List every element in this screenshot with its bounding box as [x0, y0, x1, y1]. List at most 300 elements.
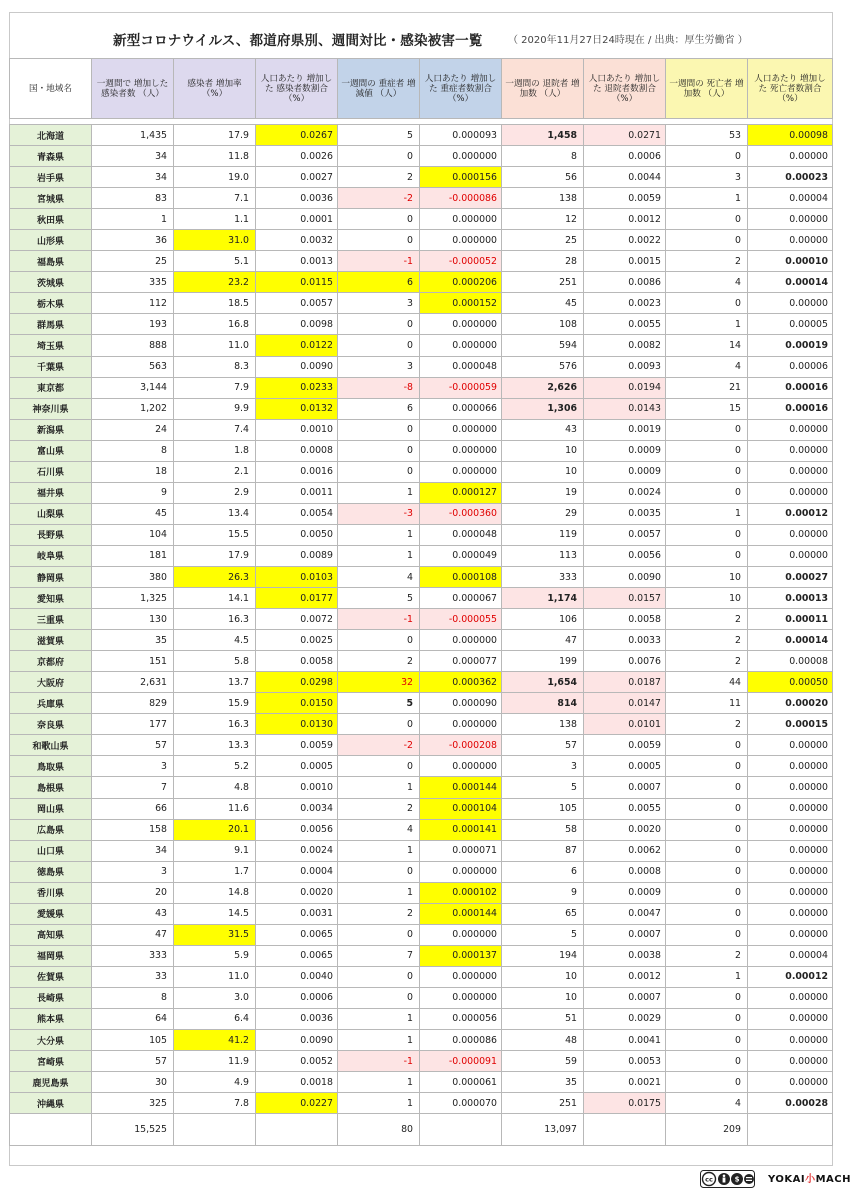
region-cell: 和歌山県: [10, 735, 92, 756]
severe-cell: 0: [338, 924, 420, 945]
discharged-ratio-cell: 0.0047: [584, 903, 666, 924]
discharged-ratio-cell: 0.0157: [584, 588, 666, 609]
severe-ratio-cell: 0.000000: [420, 461, 502, 482]
deaths-ratio-cell: 0.00006: [748, 356, 833, 377]
severe-ratio-cell: 0.000077: [420, 651, 502, 672]
data-table: [9, 58, 833, 1146]
cases-cell: 130: [92, 609, 174, 630]
cases-cell: 1,435: [92, 125, 174, 146]
discharged-ratio-cell: 0.0009: [584, 882, 666, 903]
col-severe-ratio: 人口あたり 増加した 重症者数割合 （%）: [420, 59, 502, 119]
discharged-cell: 113: [502, 545, 584, 566]
discharged-cell: 108: [502, 314, 584, 335]
rate-cell: 13.7: [174, 672, 256, 693]
discharged-cell: 59: [502, 1051, 584, 1072]
rate-cell: 2.9: [174, 482, 256, 503]
region-cell: 神奈川県: [10, 398, 92, 419]
cases-cell: 151: [92, 651, 174, 672]
discharged-ratio-cell: 0.0024: [584, 482, 666, 503]
cases-cell: 83: [92, 188, 174, 209]
severe-ratio-cell: 0.000108: [420, 566, 502, 587]
severe-cell: 32: [338, 672, 420, 693]
table-row: [10, 125, 833, 146]
table-row: [10, 693, 833, 714]
discharged-cell: 25: [502, 230, 584, 251]
severe-ratio-cell: 0.000206: [420, 272, 502, 293]
severe-cell: 0: [338, 146, 420, 167]
cases-ratio-cell: 0.0132: [256, 398, 338, 419]
severe-ratio-cell: 0.000102: [420, 882, 502, 903]
deaths-cell: 0: [666, 1030, 748, 1051]
discharged-ratio-cell: 0.0057: [584, 524, 666, 545]
severe-ratio-cell: 0.000048: [420, 524, 502, 545]
table-row: [10, 335, 833, 356]
rate-cell: 14.1: [174, 588, 256, 609]
severe-cell: 1: [338, 882, 420, 903]
region-cell: 石川県: [10, 461, 92, 482]
deaths-ratio-cell: 0.00000: [748, 419, 833, 440]
region-cell: 山梨県: [10, 503, 92, 524]
table-row: [10, 987, 833, 1008]
cases-ratio-cell: 0.0052: [256, 1051, 338, 1072]
cases-cell: 888: [92, 335, 174, 356]
discharged-ratio-cell: 0.0020: [584, 819, 666, 840]
cases-cell: 158: [92, 819, 174, 840]
cases-ratio-cell: 0.0010: [256, 419, 338, 440]
deaths-ratio-cell: 0.00004: [748, 945, 833, 966]
severe-ratio-cell: 0.000000: [420, 714, 502, 735]
severe-ratio-cell: -0.000052: [420, 251, 502, 272]
deaths-cell: 2: [666, 251, 748, 272]
region-cell: 岡山県: [10, 798, 92, 819]
discharged-cell: 1,306: [502, 398, 584, 419]
table-row: [10, 293, 833, 314]
region-cell: 滋賀県: [10, 630, 92, 651]
deaths-cell: 53: [666, 125, 748, 146]
total-severe: 80: [338, 1114, 420, 1146]
discharged-cell: 105: [502, 798, 584, 819]
table-row: [10, 356, 833, 377]
severe-cell: -2: [338, 188, 420, 209]
discharged-cell: 199: [502, 651, 584, 672]
severe-ratio-cell: 0.000144: [420, 903, 502, 924]
table-row: [10, 209, 833, 230]
discharged-cell: 1,654: [502, 672, 584, 693]
severe-cell: -8: [338, 377, 420, 398]
source-note: （ 2020年11月27日24時現在 / 出典：厚生労働省 ）: [508, 35, 748, 46]
table-row: [10, 777, 833, 798]
cases-ratio-cell: 0.0267: [256, 125, 338, 146]
discharged-cell: 333: [502, 566, 584, 587]
discharged-ratio-cell: 0.0271: [584, 125, 666, 146]
severe-cell: 5: [338, 125, 420, 146]
deaths-ratio-cell: 0.00015: [748, 714, 833, 735]
region-cell: 大分県: [10, 1030, 92, 1051]
cases-cell: 57: [92, 1051, 174, 1072]
rate-cell: 7.1: [174, 188, 256, 209]
deaths-ratio-cell: 0.00010: [748, 251, 833, 272]
severe-ratio-cell: 0.000000: [420, 314, 502, 335]
cases-ratio-cell: 0.0058: [256, 651, 338, 672]
cases-cell: 3: [92, 756, 174, 777]
severe-cell: 0: [338, 209, 420, 230]
deaths-ratio-cell: 0.00000: [748, 861, 833, 882]
cases-cell: 1,202: [92, 398, 174, 419]
table-row: [10, 735, 833, 756]
severe-cell: 6: [338, 398, 420, 419]
deaths-cell: 1: [666, 503, 748, 524]
totals-row: [10, 1114, 833, 1146]
cases-ratio-cell: 0.0031: [256, 903, 338, 924]
deaths-ratio-cell: 0.00008: [748, 651, 833, 672]
table-row: [10, 1008, 833, 1029]
severe-ratio-cell: 0.000070: [420, 1093, 502, 1114]
cases-ratio-cell: 0.0034: [256, 798, 338, 819]
region-cell: 愛媛県: [10, 903, 92, 924]
cases-ratio-cell: 0.0020: [256, 882, 338, 903]
deaths-ratio-cell: 0.00000: [748, 840, 833, 861]
discharged-ratio-cell: 0.0007: [584, 924, 666, 945]
deaths-ratio-cell: 0.00000: [748, 1051, 833, 1072]
severe-ratio-cell: 0.000071: [420, 840, 502, 861]
deaths-ratio-cell: 0.00019: [748, 335, 833, 356]
severe-cell: 3: [338, 356, 420, 377]
cases-ratio-cell: 0.0150: [256, 693, 338, 714]
deaths-cell: 0: [666, 419, 748, 440]
deaths-cell: 14: [666, 335, 748, 356]
discharged-cell: 65: [502, 903, 584, 924]
region-cell: 岩手県: [10, 167, 92, 188]
cases-ratio-cell: 0.0098: [256, 314, 338, 335]
severe-cell: 0: [338, 461, 420, 482]
discharged-cell: 10: [502, 987, 584, 1008]
rate-cell: 8.3: [174, 356, 256, 377]
col-rate: 感染者 増加率 （%）: [174, 59, 256, 119]
deaths-ratio-cell: 0.00004: [748, 188, 833, 209]
discharged-cell: 10: [502, 440, 584, 461]
deaths-cell: 0: [666, 146, 748, 167]
deaths-cell: 0: [666, 987, 748, 1008]
severe-cell: 4: [338, 566, 420, 587]
deaths-ratio-cell: 0.00000: [748, 293, 833, 314]
discharged-ratio-cell: 0.0023: [584, 293, 666, 314]
severe-ratio-cell: 0.000000: [420, 756, 502, 777]
table-body: [10, 119, 833, 1114]
discharged-ratio-cell: 0.0038: [584, 945, 666, 966]
table-row: [10, 419, 833, 440]
table-row: [10, 251, 833, 272]
table-row: [10, 819, 833, 840]
deaths-cell: 0: [666, 524, 748, 545]
cases-cell: 177: [92, 714, 174, 735]
severe-ratio-cell: 0.000000: [420, 966, 502, 987]
discharged-ratio-cell: 0.0015: [584, 251, 666, 272]
discharged-cell: 35: [502, 1072, 584, 1093]
severe-ratio-cell: 0.000086: [420, 1030, 502, 1051]
cases-cell: 33: [92, 966, 174, 987]
rate-cell: 9.9: [174, 398, 256, 419]
table-row: [10, 1030, 833, 1051]
discharged-cell: 814: [502, 693, 584, 714]
region-cell: 宮崎県: [10, 1051, 92, 1072]
deaths-ratio-cell: 0.00011: [748, 609, 833, 630]
deaths-cell: 0: [666, 903, 748, 924]
severe-cell: 0: [338, 419, 420, 440]
severe-cell: 2: [338, 167, 420, 188]
cases-cell: 64: [92, 1008, 174, 1029]
cases-cell: 325: [92, 1093, 174, 1114]
deaths-ratio-cell: 0.00012: [748, 503, 833, 524]
rate-cell: 20.1: [174, 819, 256, 840]
table-row: [10, 1072, 833, 1093]
rate-cell: 5.9: [174, 945, 256, 966]
discharged-cell: 5: [502, 924, 584, 945]
rate-cell: 13.3: [174, 735, 256, 756]
deaths-ratio-cell: 0.00000: [748, 461, 833, 482]
table-row: [10, 882, 833, 903]
deaths-cell: 0: [666, 545, 748, 566]
cases-cell: 380: [92, 566, 174, 587]
cases-cell: 8: [92, 440, 174, 461]
severe-ratio-cell: 0.000127: [420, 482, 502, 503]
severe-cell: 7: [338, 945, 420, 966]
severe-cell: 3: [338, 293, 420, 314]
total-cases: 15,525: [92, 1114, 174, 1146]
rate-cell: 16.3: [174, 609, 256, 630]
deaths-cell: 2: [666, 609, 748, 630]
cases-ratio-cell: 0.0054: [256, 503, 338, 524]
severe-ratio-cell: -0.000091: [420, 1051, 502, 1072]
region-cell: 奈良県: [10, 714, 92, 735]
discharged-ratio-cell: 0.0086: [584, 272, 666, 293]
deaths-ratio-cell: 0.00000: [748, 545, 833, 566]
cases-ratio-cell: 0.0090: [256, 356, 338, 377]
deaths-cell: 0: [666, 209, 748, 230]
severe-cell: -2: [338, 735, 420, 756]
cases-ratio-cell: 0.0024: [256, 840, 338, 861]
discharged-ratio-cell: 0.0187: [584, 672, 666, 693]
discharged-ratio-cell: 0.0059: [584, 188, 666, 209]
rate-cell: 16.3: [174, 714, 256, 735]
discharged-ratio-cell: 0.0143: [584, 398, 666, 419]
cases-ratio-cell: 0.0016: [256, 461, 338, 482]
discharged-cell: 45: [502, 293, 584, 314]
cases-ratio-cell: 0.0040: [256, 966, 338, 987]
deaths-ratio-cell: 0.00000: [748, 1030, 833, 1051]
discharged-ratio-cell: 0.0175: [584, 1093, 666, 1114]
severe-ratio-cell: 0.000048: [420, 356, 502, 377]
severe-cell: -1: [338, 609, 420, 630]
table-row: [10, 482, 833, 503]
region-cell: 新潟県: [10, 419, 92, 440]
header: [0, 0, 843, 58]
severe-cell: -1: [338, 251, 420, 272]
deaths-cell: 2: [666, 651, 748, 672]
discharged-ratio-cell: 0.0006: [584, 146, 666, 167]
deaths-cell: 4: [666, 272, 748, 293]
discharged-cell: 12: [502, 209, 584, 230]
discharged-cell: 43: [502, 419, 584, 440]
severe-ratio-cell: 0.000000: [420, 209, 502, 230]
deaths-ratio-cell: 0.00000: [748, 1072, 833, 1093]
rate-cell: 14.8: [174, 882, 256, 903]
deaths-cell: 0: [666, 756, 748, 777]
table-row: [10, 630, 833, 651]
discharged-ratio-cell: 0.0021: [584, 1072, 666, 1093]
discharged-cell: 56: [502, 167, 584, 188]
cases-ratio-cell: 0.0065: [256, 945, 338, 966]
deaths-ratio-cell: 0.00000: [748, 440, 833, 461]
discharged-ratio-cell: 0.0008: [584, 861, 666, 882]
region-cell: 京都府: [10, 651, 92, 672]
severe-ratio-cell: -0.000086: [420, 188, 502, 209]
rate-cell: 14.5: [174, 903, 256, 924]
cases-cell: 20: [92, 882, 174, 903]
severe-cell: 0: [338, 861, 420, 882]
severe-ratio-cell: 0.000000: [420, 335, 502, 356]
deaths-cell: 4: [666, 1093, 748, 1114]
cases-cell: 30: [92, 1072, 174, 1093]
cases-cell: 36: [92, 230, 174, 251]
region-cell: 佐賀県: [10, 966, 92, 987]
deaths-cell: 0: [666, 735, 748, 756]
cases-ratio-cell: 0.0298: [256, 672, 338, 693]
cases-ratio-cell: 0.0026: [256, 146, 338, 167]
discharged-cell: 1,174: [502, 588, 584, 609]
table-row: [10, 672, 833, 693]
table-row: [10, 524, 833, 545]
region-cell: 岐阜県: [10, 545, 92, 566]
deaths-ratio-cell: 0.00016: [748, 398, 833, 419]
table-row: [10, 230, 833, 251]
region-cell: 兵庫県: [10, 693, 92, 714]
deaths-cell: 0: [666, 924, 748, 945]
discharged-ratio-cell: 0.0012: [584, 966, 666, 987]
rate-cell: 16.8: [174, 314, 256, 335]
rate-cell: 18.5: [174, 293, 256, 314]
discharged-cell: 10: [502, 461, 584, 482]
cases-ratio-cell: 0.0036: [256, 188, 338, 209]
deaths-ratio-cell: 0.00000: [748, 524, 833, 545]
cases-ratio-cell: 0.0103: [256, 566, 338, 587]
table-row: [10, 167, 833, 188]
discharged-ratio-cell: 0.0056: [584, 545, 666, 566]
cases-cell: 25: [92, 251, 174, 272]
cases-cell: 335: [92, 272, 174, 293]
severe-cell: 1: [338, 1008, 420, 1029]
table-row: [10, 314, 833, 335]
severe-ratio-cell: 0.000152: [420, 293, 502, 314]
region-cell: 福島県: [10, 251, 92, 272]
svg-text:$: $: [734, 1175, 740, 1184]
severe-ratio-cell: 0.000000: [420, 440, 502, 461]
rate-cell: 11.0: [174, 335, 256, 356]
rate-cell: 13.4: [174, 503, 256, 524]
severe-cell: 1: [338, 840, 420, 861]
rate-cell: 11.8: [174, 146, 256, 167]
table-row: [10, 714, 833, 735]
discharged-cell: 48: [502, 1030, 584, 1051]
table-row: [10, 966, 833, 987]
deaths-cell: 0: [666, 882, 748, 903]
discharged-cell: 57: [502, 735, 584, 756]
table-row: [10, 840, 833, 861]
deaths-cell: 0: [666, 798, 748, 819]
discharged-ratio-cell: 0.0009: [584, 461, 666, 482]
deaths-ratio-cell: 0.00012: [748, 966, 833, 987]
deaths-ratio-cell: 0.00028: [748, 1093, 833, 1114]
rate-cell: 26.3: [174, 566, 256, 587]
cases-ratio-cell: 0.0233: [256, 377, 338, 398]
discharged-ratio-cell: 0.0093: [584, 356, 666, 377]
region-cell: 茨城県: [10, 272, 92, 293]
cases-ratio-cell: 0.0090: [256, 1030, 338, 1051]
cases-cell: 104: [92, 524, 174, 545]
rate-cell: 1.1: [174, 209, 256, 230]
deaths-ratio-cell: 0.00014: [748, 272, 833, 293]
region-cell: 青森県: [10, 146, 92, 167]
table-row: [10, 756, 833, 777]
deaths-ratio-cell: 0.00000: [748, 230, 833, 251]
deaths-ratio-cell: 0.00000: [748, 482, 833, 503]
rate-cell: 19.0: [174, 167, 256, 188]
deaths-cell: 0: [666, 293, 748, 314]
rate-cell: 5.8: [174, 651, 256, 672]
severe-ratio-cell: 0.000137: [420, 945, 502, 966]
cases-ratio-cell: 0.0010: [256, 777, 338, 798]
discharged-cell: 8: [502, 146, 584, 167]
rate-cell: 7.8: [174, 1093, 256, 1114]
discharged-cell: 576: [502, 356, 584, 377]
table-row: [10, 272, 833, 293]
severe-cell: -1: [338, 1051, 420, 1072]
table-row: [10, 861, 833, 882]
deaths-ratio-cell: 0.00000: [748, 819, 833, 840]
discharged-ratio-cell: 0.0101: [584, 714, 666, 735]
discharged-ratio-cell: 0.0053: [584, 1051, 666, 1072]
deaths-cell: 0: [666, 1072, 748, 1093]
discharged-cell: 138: [502, 188, 584, 209]
cases-ratio-cell: 0.0089: [256, 545, 338, 566]
rate-cell: 1.8: [174, 440, 256, 461]
severe-ratio-cell: 0.000090: [420, 693, 502, 714]
cases-cell: 57: [92, 735, 174, 756]
cases-cell: 35: [92, 630, 174, 651]
col-deaths-ratio: 人口あたり 増加した 死亡者数割合 （%）: [748, 59, 833, 119]
deaths-ratio-cell: 0.00013: [748, 588, 833, 609]
table-row: [10, 1051, 833, 1072]
severe-ratio-cell: -0.000208: [420, 735, 502, 756]
discharged-cell: 6: [502, 861, 584, 882]
cases-ratio-cell: 0.0011: [256, 482, 338, 503]
deaths-cell: 0: [666, 819, 748, 840]
region-cell: 長野県: [10, 524, 92, 545]
cases-ratio-cell: 0.0027: [256, 167, 338, 188]
table-row: [10, 566, 833, 587]
discharged-ratio-cell: 0.0090: [584, 566, 666, 587]
cases-ratio-cell: 0.0177: [256, 588, 338, 609]
discharged-cell: 10: [502, 966, 584, 987]
cases-ratio-cell: 0.0008: [256, 440, 338, 461]
deaths-cell: 11: [666, 693, 748, 714]
severe-ratio-cell: 0.000066: [420, 398, 502, 419]
deaths-cell: 1: [666, 188, 748, 209]
deaths-ratio-cell: 0.00027: [748, 566, 833, 587]
cases-ratio-cell: 0.0050: [256, 524, 338, 545]
rate-cell: 31.5: [174, 924, 256, 945]
severe-cell: 0: [338, 714, 420, 735]
deaths-cell: 4: [666, 356, 748, 377]
